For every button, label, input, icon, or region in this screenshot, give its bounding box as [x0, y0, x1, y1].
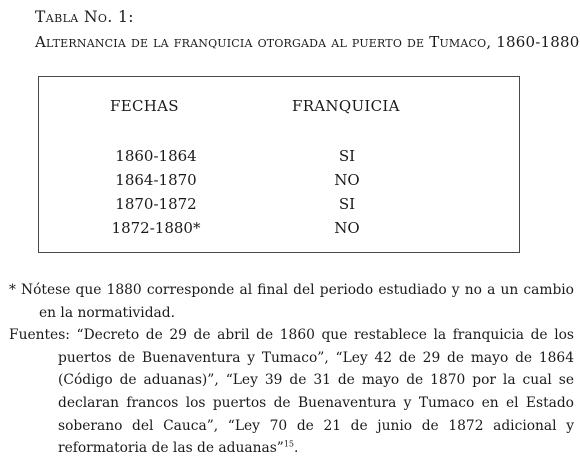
header-fechas: FECHAS: [110, 97, 179, 115]
franchise-table: [38, 76, 520, 253]
table-row: [39, 171, 519, 195]
asterisk-note: * Nótese que 1880 corresponde al final del periodo estudiado y no a un cambio en la normatividad.: [9, 282, 574, 321]
franchise-cell: NO: [334, 171, 360, 189]
sources-text: Fuentes: “Decreto de 29 de abril de 1860 que restablece la franquicia de los puertos de Buenaventura y Tumaco”, “Ley 42 de 29 de mayo de 1864 (Código de aduanas)”, “Ley 39 de 31 de mayo de 1870 por la cual se declaran francos los puertos de Buenaventura y Tumaco en el Estado soberano del Cauca”, “Ley 70 de 21 de junio de 1872 adicional y reformatoria de las de aduanas”: [9, 327, 574, 457]
table-row: [39, 195, 519, 219]
date-range-cell: 1870-1872: [115, 195, 197, 213]
date-range-cell: 1860-1864: [115, 147, 197, 165]
footnote-ref: 15: [283, 439, 295, 449]
table-title: Alternancia de la franquicia otorgada al puerto de Tumaco, 1860-1880: [35, 33, 580, 51]
sources-note: [9, 324, 574, 460]
date-range-cell: 1872-1880*: [111, 219, 201, 237]
franchise-cell: SI: [338, 195, 356, 213]
date-range-cell: 1864-1870: [115, 171, 197, 189]
table-row: [39, 219, 519, 243]
header-franquicia: FRANQUICIA: [292, 97, 400, 115]
table-row: [39, 147, 519, 171]
franchise-cell: SI: [338, 147, 356, 165]
table-notes: [9, 279, 574, 460]
franchise-cell: NO: [334, 219, 360, 237]
table-label: Tabla No. 1:: [35, 8, 134, 26]
sources-end: .: [294, 440, 299, 457]
